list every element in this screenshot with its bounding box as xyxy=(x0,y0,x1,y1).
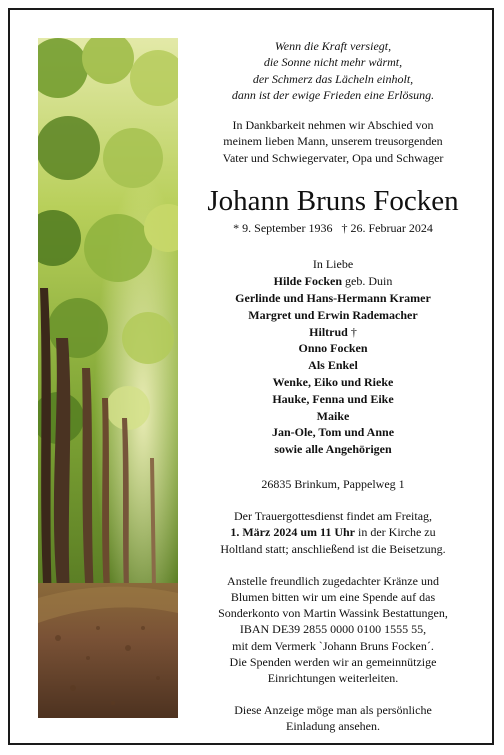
closing-line: Einladung ansehen. xyxy=(286,719,380,734)
donation-line: Einrichtungen weiterleiten. xyxy=(267,671,399,686)
donation-line: Anstelle freundlich zugedachter Kränze und xyxy=(227,573,439,588)
death-date: † 26. Februar 2024 xyxy=(341,221,433,236)
family-member-name: Hiltrud xyxy=(309,324,348,339)
donation-info xyxy=(188,573,478,686)
family-member: sowie alle Angehörigen xyxy=(274,442,392,457)
poem-line: Wenn die Kraft versiegt, xyxy=(274,39,392,53)
closing-note xyxy=(188,702,478,734)
deceased-name: Johann Bruns Focken xyxy=(207,185,459,218)
service-line: Der Trauergottesdienst findet am Freitag, xyxy=(233,509,433,524)
deceased-mark: † xyxy=(347,324,357,339)
family-member: Gerlinde und Hans-Hermann Kramer xyxy=(235,290,431,305)
family-member: Hauke, Fenna und Eike xyxy=(272,391,394,406)
donation-line: Die Spenden werden wir an gemeinnützige xyxy=(229,654,437,669)
life-dates xyxy=(188,220,478,236)
widow-name: Hilde Focken xyxy=(273,274,342,289)
family-member: Margret und Erwin Rademacher xyxy=(248,307,418,322)
family-list xyxy=(188,256,478,458)
family-member xyxy=(188,324,478,341)
intro-line: Vater und Schwiegervater, Opa und Schwager xyxy=(222,150,444,165)
donation-line: Sonderkonto von Martin Wassink Bestattungen, xyxy=(218,606,448,621)
poem-line: die Sonne nicht mehr wärmt, xyxy=(263,55,403,70)
service-line: Holtland statt; anschließend ist die Beisetzung. xyxy=(220,541,446,556)
poem xyxy=(188,38,478,103)
donation-line: mit dem Vermerk `Johann Bruns Focken´. xyxy=(232,638,434,653)
intro-line: meinem lieben Mann, unserem treusorgenden xyxy=(223,134,443,149)
family-member: Wenke, Eiko und Rieke xyxy=(272,374,394,389)
service-line xyxy=(188,524,478,540)
poem-line: dann ist der ewige Frieden eine Erlösung. xyxy=(231,87,435,102)
donation-line: Blumen bitten wir um eine Spende auf das xyxy=(230,590,436,605)
family-member: Onno Focken xyxy=(298,341,368,356)
closing-line: Diese Anzeige möge man als persönliche xyxy=(234,703,432,718)
poem-line: der Schmerz das Lächeln einholt, xyxy=(252,71,414,86)
service-date: 1. März 2024 um 11 Uhr xyxy=(230,525,355,540)
service-info xyxy=(188,508,478,557)
service-location: in der Kirche zu xyxy=(355,525,436,540)
obituary-text xyxy=(188,38,478,735)
family-member: Jan-Ole, Tom und Anne xyxy=(271,425,395,440)
donation-line: IBAN DE39 2855 0000 0100 1555 55, xyxy=(239,622,427,637)
family-member: Als Enkel xyxy=(308,358,358,373)
address: 26835 Brinkum, Pappelweg 1 xyxy=(261,476,405,491)
family-member: Maike xyxy=(316,408,350,423)
family-member xyxy=(188,273,478,290)
intro-text xyxy=(188,117,478,166)
intro-line: In Dankbarkeit nehmen wir Abschied von xyxy=(232,118,434,133)
birth-date: * 9. September 1936 xyxy=(233,221,333,236)
forest-image xyxy=(38,38,178,718)
family-heading: In Liebe xyxy=(312,257,354,272)
forest-photo xyxy=(38,38,178,718)
maiden-name: geb. Duin xyxy=(342,274,393,289)
